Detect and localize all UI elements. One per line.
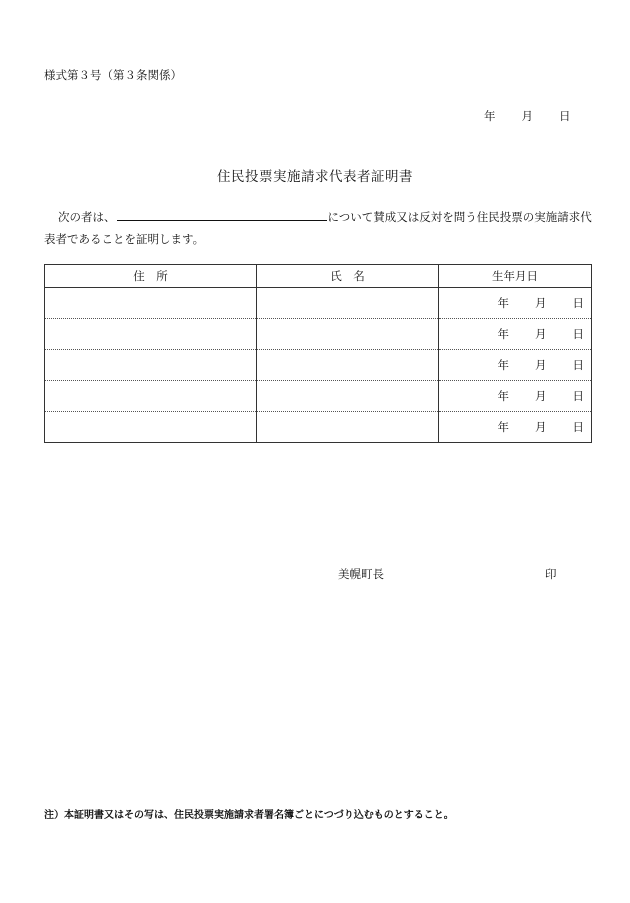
birthdate-cell [439,319,592,350]
birthdate-cell [439,350,592,381]
dob-month-label: 月 [535,420,547,434]
birthdate-cell [439,381,592,412]
name-cell [257,381,439,412]
dob-day-label: 日 [572,389,584,403]
dob-day-label: 日 [572,358,584,372]
table-row [45,412,592,443]
seal-mark: 印 [545,567,557,581]
table-row [45,288,592,319]
table-row [45,319,592,350]
date-year-label: 年 [484,109,496,123]
address-cell [45,288,257,319]
address-cell [45,319,257,350]
date-day-label: 日 [559,109,571,123]
dob-month-label: 月 [535,358,547,372]
body-suffix: について賛成又は反対を問う住民投票の実施請求代表者であることを証明します。 [44,210,592,246]
subject-blank-line [117,208,327,221]
name-cell [257,288,439,319]
header-address: 住 所 [45,265,257,288]
certification-text [44,206,594,250]
table-row [45,381,592,412]
issue-date [484,108,571,124]
dob-month-label: 月 [535,327,547,341]
date-month-label: 月 [521,109,533,123]
header-birthdate: 生年月日 [439,265,592,288]
address-cell [45,350,257,381]
name-cell [257,319,439,350]
form-number: 様式第３号（第３条関係） [44,68,182,82]
dob-year-label: 年 [497,358,509,372]
dob-year-label: 年 [497,389,509,403]
body-prefix: 次の者は、 [58,210,116,224]
dob-day-label: 日 [572,327,584,341]
address-cell [45,412,257,443]
footnote: 注）本証明書又はその写は、住民投票実施請求者署名簿ごとにつづり込むものとすること。 [44,810,454,821]
birthdate-cell [439,412,592,443]
mayor-title: 美幌町長 [338,567,384,581]
dob-day-label: 日 [572,420,584,434]
dob-day-label: 日 [572,296,584,310]
dob-year-label: 年 [497,327,509,341]
name-cell [257,350,439,381]
birthdate-cell [439,288,592,319]
dob-year-label: 年 [497,420,509,434]
dob-year-label: 年 [497,296,509,310]
dob-month-label: 月 [535,389,547,403]
document-title: 住民投票実施請求代表者証明書 [217,169,413,185]
table-row [45,350,592,381]
name-cell [257,412,439,443]
header-name: 氏 名 [257,265,439,288]
address-cell [45,381,257,412]
representatives-table [44,264,592,443]
table-header-row [45,265,592,288]
dob-month-label: 月 [535,296,547,310]
